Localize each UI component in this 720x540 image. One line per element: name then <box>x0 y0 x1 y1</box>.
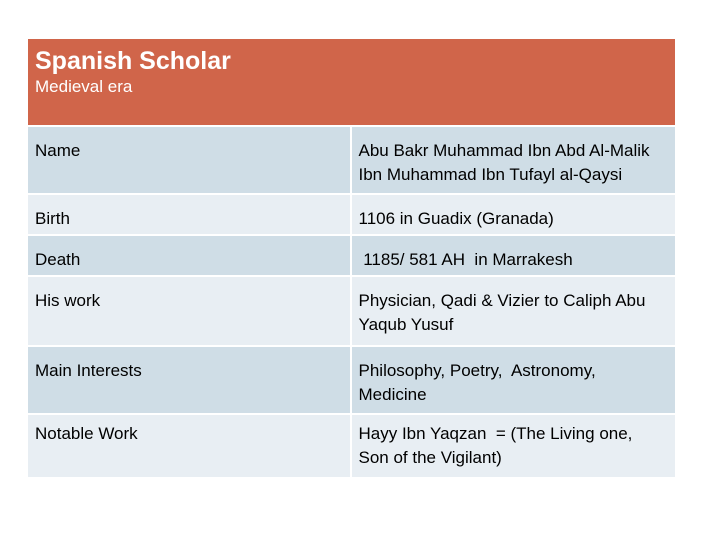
table-row-main-interests <box>28 345 675 413</box>
row-label: Notable Work <box>28 413 352 477</box>
row-label: His work <box>28 275 352 345</box>
row-value: Philosophy, Poetry, Astronomy, Medicine <box>352 345 676 413</box>
row-label: Name <box>28 125 352 193</box>
table-row-birth <box>28 193 675 234</box>
row-value: Hayy Ibn Yaqzan = (The Living one, Son of the Vigilant) <box>352 413 676 477</box>
row-value: Physician, Qadi & Vizier to Caliph Abu Yaqub Yusuf <box>352 275 676 345</box>
row-label: Death <box>28 234 352 275</box>
table-header <box>28 39 675 125</box>
row-value: Abu Bakr Muhammad Ibn Abd Al-Malik Ibn Muhammad Ibn Tufayl al-Qaysi <box>352 125 676 193</box>
scholar-info-table <box>28 39 675 477</box>
table-row-work <box>28 275 675 345</box>
table-title: Spanish Scholar <box>35 47 231 75</box>
row-value: 1185/ 581 AH in Marrakesh <box>352 234 676 275</box>
row-label: Main Interests <box>28 345 352 413</box>
row-label: Birth <box>28 193 352 234</box>
table-subtitle: Medieval era <box>35 77 133 96</box>
table-row-death <box>28 234 675 275</box>
table-row-notable-work <box>28 413 675 477</box>
table-row-name <box>28 125 675 193</box>
row-value: 1106 in Guadix (Granada) <box>352 193 676 234</box>
